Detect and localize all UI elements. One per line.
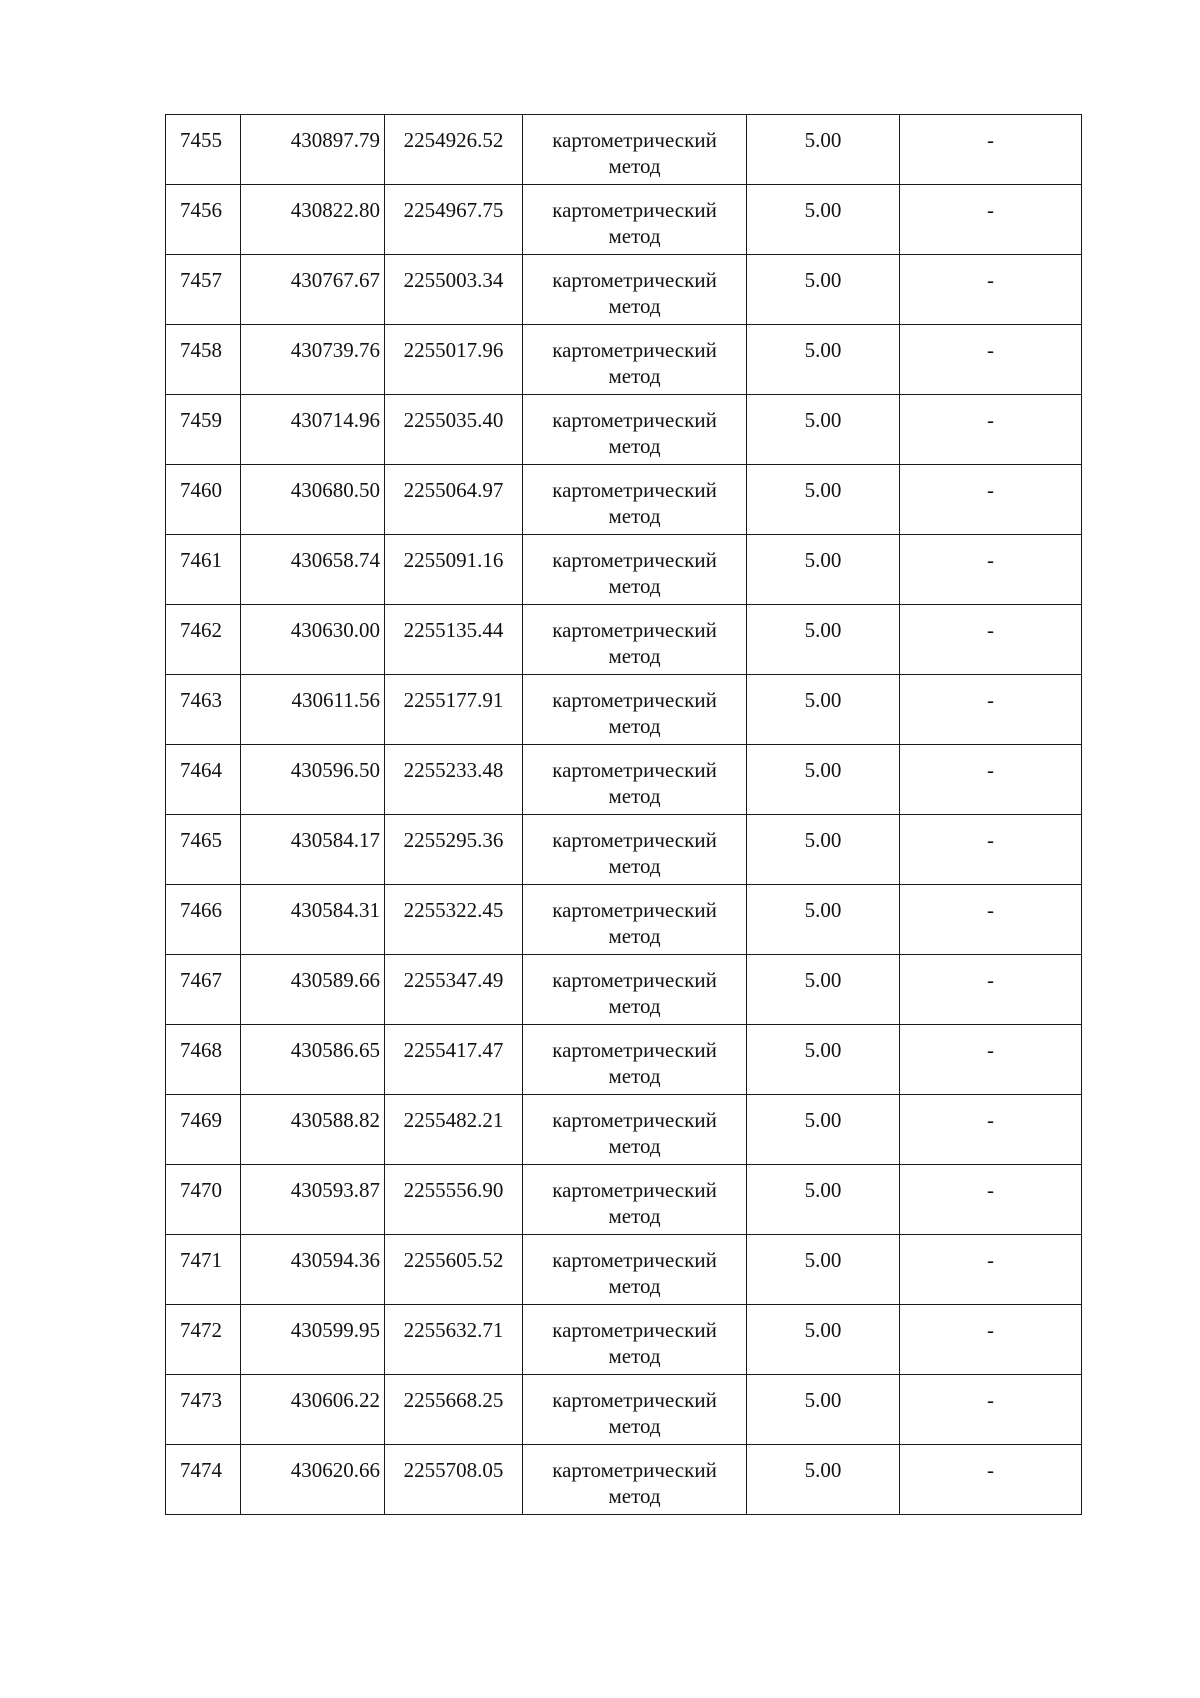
accuracy-cell: 5.00 bbox=[747, 815, 900, 885]
accuracy-cell: 5.00 bbox=[747, 1445, 900, 1515]
accuracy-cell: 5.00 bbox=[747, 115, 900, 185]
x-coordinate-cell: 430767.67 bbox=[241, 255, 385, 325]
x-coordinate-cell: 430606.22 bbox=[241, 1375, 385, 1445]
y-coordinate-cell: 2255605.52 bbox=[385, 1235, 523, 1305]
table-row bbox=[166, 605, 1082, 675]
accuracy-cell: 5.00 bbox=[747, 1235, 900, 1305]
y-coordinate-cell: 2255177.91 bbox=[385, 675, 523, 745]
description-cell: - bbox=[900, 535, 1082, 605]
y-coordinate-cell: 2254967.75 bbox=[385, 185, 523, 255]
x-coordinate-cell: 430897.79 bbox=[241, 115, 385, 185]
x-coordinate-cell: 430620.66 bbox=[241, 1445, 385, 1515]
method-cell: картометрический метод bbox=[523, 1445, 747, 1515]
description-cell: - bbox=[900, 115, 1082, 185]
method-cell: картометрический метод bbox=[523, 255, 747, 325]
accuracy-cell: 5.00 bbox=[747, 605, 900, 675]
table-row bbox=[166, 185, 1082, 255]
table-row bbox=[166, 465, 1082, 535]
description-cell: - bbox=[900, 1165, 1082, 1235]
x-coordinate-cell: 430739.76 bbox=[241, 325, 385, 395]
method-cell: картометрический метод bbox=[523, 745, 747, 815]
accuracy-cell: 5.00 bbox=[747, 185, 900, 255]
description-cell: - bbox=[900, 1305, 1082, 1375]
y-coordinate-cell: 2255233.48 bbox=[385, 745, 523, 815]
table-row bbox=[166, 1165, 1082, 1235]
method-cell: картометрический метод bbox=[523, 1095, 747, 1165]
coordinates-table bbox=[165, 114, 1082, 1515]
method-cell: картометрический метод bbox=[523, 885, 747, 955]
accuracy-cell: 5.00 bbox=[747, 1375, 900, 1445]
y-coordinate-cell: 2255017.96 bbox=[385, 325, 523, 395]
y-coordinate-cell: 2254926.52 bbox=[385, 115, 523, 185]
x-coordinate-cell: 430680.50 bbox=[241, 465, 385, 535]
description-cell: - bbox=[900, 185, 1082, 255]
y-coordinate-cell: 2255135.44 bbox=[385, 605, 523, 675]
y-coordinate-cell: 2255322.45 bbox=[385, 885, 523, 955]
x-coordinate-cell: 430714.96 bbox=[241, 395, 385, 465]
description-cell: - bbox=[900, 885, 1082, 955]
method-cell: картометрический метод bbox=[523, 1165, 747, 1235]
accuracy-cell: 5.00 bbox=[747, 535, 900, 605]
x-coordinate-cell: 430658.74 bbox=[241, 535, 385, 605]
x-coordinate-cell: 430630.00 bbox=[241, 605, 385, 675]
y-coordinate-cell: 2255668.25 bbox=[385, 1375, 523, 1445]
x-coordinate-cell: 430586.65 bbox=[241, 1025, 385, 1095]
description-cell: - bbox=[900, 675, 1082, 745]
accuracy-cell: 5.00 bbox=[747, 395, 900, 465]
method-cell: картометрический метод bbox=[523, 465, 747, 535]
accuracy-cell: 5.00 bbox=[747, 465, 900, 535]
point-number-cell: 7467 bbox=[166, 955, 241, 1025]
method-cell: картометрический метод bbox=[523, 1235, 747, 1305]
point-number-cell: 7459 bbox=[166, 395, 241, 465]
method-cell: картометрический метод bbox=[523, 955, 747, 1025]
description-cell: - bbox=[900, 605, 1082, 675]
method-cell: картометрический метод bbox=[523, 605, 747, 675]
method-cell: картометрический метод bbox=[523, 675, 747, 745]
y-coordinate-cell: 2255632.71 bbox=[385, 1305, 523, 1375]
x-coordinate-cell: 430599.95 bbox=[241, 1305, 385, 1375]
table-row bbox=[166, 255, 1082, 325]
point-number-cell: 7456 bbox=[166, 185, 241, 255]
point-number-cell: 7455 bbox=[166, 115, 241, 185]
accuracy-cell: 5.00 bbox=[747, 1025, 900, 1095]
accuracy-cell: 5.00 bbox=[747, 325, 900, 395]
table-row bbox=[166, 1445, 1082, 1515]
x-coordinate-cell: 430584.31 bbox=[241, 885, 385, 955]
description-cell: - bbox=[900, 815, 1082, 885]
description-cell: - bbox=[900, 325, 1082, 395]
method-cell: картометрический метод bbox=[523, 1375, 747, 1445]
table-row bbox=[166, 1095, 1082, 1165]
x-coordinate-cell: 430822.80 bbox=[241, 185, 385, 255]
point-number-cell: 7457 bbox=[166, 255, 241, 325]
x-coordinate-cell: 430596.50 bbox=[241, 745, 385, 815]
method-cell: картометрический метод bbox=[523, 325, 747, 395]
y-coordinate-cell: 2255064.97 bbox=[385, 465, 523, 535]
method-cell: картометрический метод bbox=[523, 185, 747, 255]
description-cell: - bbox=[900, 745, 1082, 815]
table-row bbox=[166, 395, 1082, 465]
accuracy-cell: 5.00 bbox=[747, 955, 900, 1025]
y-coordinate-cell: 2255482.21 bbox=[385, 1095, 523, 1165]
description-cell: - bbox=[900, 255, 1082, 325]
table-row bbox=[166, 535, 1082, 605]
point-number-cell: 7471 bbox=[166, 1235, 241, 1305]
description-cell: - bbox=[900, 1025, 1082, 1095]
description-cell: - bbox=[900, 1445, 1082, 1515]
y-coordinate-cell: 2255035.40 bbox=[385, 395, 523, 465]
y-coordinate-cell: 2255003.34 bbox=[385, 255, 523, 325]
x-coordinate-cell: 430584.17 bbox=[241, 815, 385, 885]
table-row bbox=[166, 815, 1082, 885]
table-row bbox=[166, 745, 1082, 815]
description-cell: - bbox=[900, 395, 1082, 465]
y-coordinate-cell: 2255091.16 bbox=[385, 535, 523, 605]
accuracy-cell: 5.00 bbox=[747, 745, 900, 815]
table-row bbox=[166, 1235, 1082, 1305]
point-number-cell: 7460 bbox=[166, 465, 241, 535]
point-number-cell: 7469 bbox=[166, 1095, 241, 1165]
coordinates-table-body bbox=[166, 115, 1082, 1515]
y-coordinate-cell: 2255295.36 bbox=[385, 815, 523, 885]
table-row bbox=[166, 325, 1082, 395]
table-row bbox=[166, 115, 1082, 185]
method-cell: картометрический метод bbox=[523, 395, 747, 465]
x-coordinate-cell: 430611.56 bbox=[241, 675, 385, 745]
description-cell: - bbox=[900, 955, 1082, 1025]
y-coordinate-cell: 2255347.49 bbox=[385, 955, 523, 1025]
method-cell: картометрический метод bbox=[523, 1025, 747, 1095]
method-cell: картометрический метод bbox=[523, 115, 747, 185]
method-cell: картометрический метод bbox=[523, 815, 747, 885]
description-cell: - bbox=[900, 1235, 1082, 1305]
y-coordinate-cell: 2255417.47 bbox=[385, 1025, 523, 1095]
x-coordinate-cell: 430589.66 bbox=[241, 955, 385, 1025]
point-number-cell: 7462 bbox=[166, 605, 241, 675]
point-number-cell: 7465 bbox=[166, 815, 241, 885]
table-row bbox=[166, 1305, 1082, 1375]
method-cell: картометрический метод bbox=[523, 1305, 747, 1375]
description-cell: - bbox=[900, 1095, 1082, 1165]
table-row bbox=[166, 885, 1082, 955]
x-coordinate-cell: 430594.36 bbox=[241, 1235, 385, 1305]
point-number-cell: 7473 bbox=[166, 1375, 241, 1445]
point-number-cell: 7458 bbox=[166, 325, 241, 395]
description-cell: - bbox=[900, 1375, 1082, 1445]
method-cell: картометрический метод bbox=[523, 535, 747, 605]
x-coordinate-cell: 430588.82 bbox=[241, 1095, 385, 1165]
accuracy-cell: 5.00 bbox=[747, 1095, 900, 1165]
description-cell: - bbox=[900, 465, 1082, 535]
table-row bbox=[166, 675, 1082, 745]
accuracy-cell: 5.00 bbox=[747, 1165, 900, 1235]
point-number-cell: 7463 bbox=[166, 675, 241, 745]
table-row bbox=[166, 1375, 1082, 1445]
point-number-cell: 7468 bbox=[166, 1025, 241, 1095]
accuracy-cell: 5.00 bbox=[747, 675, 900, 745]
point-number-cell: 7466 bbox=[166, 885, 241, 955]
point-number-cell: 7470 bbox=[166, 1165, 241, 1235]
accuracy-cell: 5.00 bbox=[747, 885, 900, 955]
y-coordinate-cell: 2255708.05 bbox=[385, 1445, 523, 1515]
point-number-cell: 7472 bbox=[166, 1305, 241, 1375]
y-coordinate-cell: 2255556.90 bbox=[385, 1165, 523, 1235]
accuracy-cell: 5.00 bbox=[747, 1305, 900, 1375]
point-number-cell: 7474 bbox=[166, 1445, 241, 1515]
point-number-cell: 7464 bbox=[166, 745, 241, 815]
table-row bbox=[166, 1025, 1082, 1095]
accuracy-cell: 5.00 bbox=[747, 255, 900, 325]
table-row bbox=[166, 955, 1082, 1025]
x-coordinate-cell: 430593.87 bbox=[241, 1165, 385, 1235]
point-number-cell: 7461 bbox=[166, 535, 241, 605]
